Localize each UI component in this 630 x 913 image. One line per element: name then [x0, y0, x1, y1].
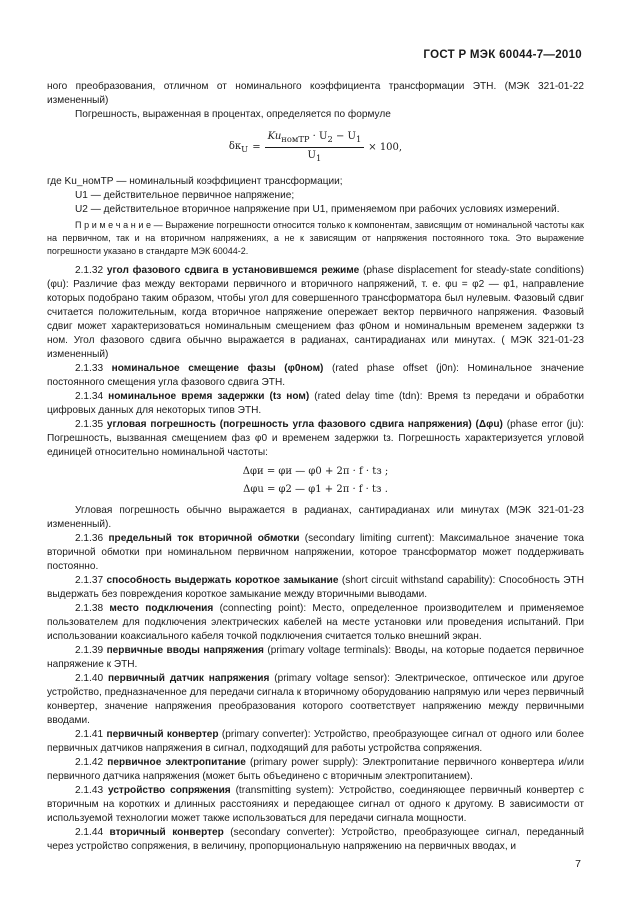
where-clause: где Ku_номТР — номинальный коэффициент трансформации; [47, 176, 343, 187]
term: первичный конвертер [106, 729, 219, 740]
formula-line-1: Δφи = φи — φ0 + 2π · f · tз ; [242, 466, 389, 477]
term: место подключения [109, 603, 214, 614]
section-2-1-43: 2.1.43 устройство сопряжения (transmitting system): Устройство, соединяющее первичный конвертер с вторичным на коротких и длинных расстояниях и передающее сигнал от одного к другому. В зависимости от используемой технологии может также использоваться для передачи сигнала мощности. [47, 785, 584, 824]
term: первичный датчик напряжения [107, 673, 270, 684]
formula-line-2: Δφu = φ2 — φ1 + 2π · f · tз . [243, 484, 388, 495]
section-2-1-32: 2.1.32 угол фазового сдвига в установившемся режиме (phase displacement for steady-state conditions) (φu): Различие фаз между векторами первичного и вторичного напряжений, т. е. φu = φ2 — φ1, направление которых подобрано таким образом, чтобы угол для совершенного трансформатора был нулевым. Фазовый сдвиг считается положительным, когда вторичное напряжение опережает вектор первичного напряжения. Фазовый сдвиг может характеризоваться номинальным смещением фаз φ0ном и номинальным временем задержки tз ном. Угол фазового сдвига обычно выражается в радианах, сантирадианах или минутах. ( МЭК 321-01-23 измененный) [47, 265, 584, 360]
section-2-1-34: 2.1.34 номинальное время задержки (tз ном) (rated delay time (tdn): Время tз передачи и обработки цифровых данных для некоторых типов ЭТН. [47, 391, 585, 416]
term: вторичный конвертер [109, 827, 224, 838]
formula-angle-error [47, 463, 584, 499]
term: угол фазового сдвига в установившемся режиме [106, 265, 360, 276]
section-2-1-35: 2.1.35 угловая погрешность (погрешность угла фазового сдвига напряжения) (Δφu) (phase error (ju): Погрешность, вызванная смещением фаз φ0 и временем задержки tз. Погрешность характеризуется угловой единицей относительно номинальной частоты: [47, 419, 584, 458]
paragraph-angle-units: Угловая погрешность обычно выражается в радианах, сантирадианах или минутах (МЭК 321-01-23 измененный). [47, 505, 584, 530]
term: номинальное смещение фазы (φ0ном) [111, 363, 324, 374]
section-2-1-36: 2.1.36 предельный ток вторичной обмотки (secondary limiting current): Максимальное значение тока вторичной обмотки при номинальном первичном напряжении, которое трансформатор может поддерживать постоянно. [47, 533, 584, 572]
term: первичное электропитание [107, 757, 246, 768]
document-header: ГОСТ Р МЭК 60044-7—2010 [423, 49, 582, 61]
section-2-1-39: 2.1.39 первичные вводы напряжения (primary voltage terminals): Вводы, на которые подается первичное напряжение к ЭТН. [47, 645, 584, 670]
section-2-1-41: 2.1.41 первичный конвертер (primary converter): Устройство, преобразующее сигнал от одного или более первичных датчиков напряжения в сигнал, подходящий для работы устройства сопряжения. [47, 729, 585, 754]
section-2-1-42: 2.1.42 первичное электропитание (primary power supply): Электропитание первичного конвертера и/или первичного датчика напряжения (может быть объединено с вторичным электропитанием). [47, 757, 584, 782]
note-text: П р и м е ч а н и е — Выражение погрешности относится только к компонентам, зависящим от номинальной частоты как на первичном, так и на вторичном напряжениях, а не к зависящим от напряжения постоянного тока. Это выражение погрешности указано в стандарте МЭК 60044-2. [47, 220, 584, 256]
term: предельный ток вторичной обмотки [108, 533, 300, 544]
term: угловая погрешность (погрешность угла фазового сдвига напряжения) (Δφu) [106, 419, 503, 430]
formula-error-percent: $\delta к_U$ = $\frac{Ku_{номТР} \cdot U_2 - U_1}{U_1}$ × 100, [228, 131, 403, 163]
where-u1: U1 — действительное первичное напряжение; [75, 190, 295, 201]
term: способность выдержать короткое замыкание [106, 575, 339, 586]
term: устройство сопряжения [107, 785, 231, 796]
paragraph-formula-intro: Погрешность, выраженная в процентах, определяется по формуле [75, 109, 391, 120]
section-2-1-44: 2.1.44 вторичный конвертер (secondary converter): Устройство, преобразующее сигнал, переданный через устройство сопряжения, в величину, пропорциональную напряжению на первичных вводах, и [47, 827, 584, 852]
term: первичные вводы напряжения [106, 645, 264, 656]
section-2-1-33: 2.1.33 номинальное смещение фазы (φ0ном) (rated phase offset (j0n): Номинальное значение постоянного смещения угла фазового сдвига ЭТН. [47, 363, 584, 388]
page-body [47, 80, 584, 854]
section-2-1-40: 2.1.40 первичный датчик напряжения (primary voltage sensor): Электрическое, оптическое или другое устройство, предназначенное для передачи сигнала к вторичному оборудованию напрямую или через первичный конвертер, значение напряжения преобразования которого соответствует напряжению между первичными вводами. [47, 673, 584, 726]
term: номинальное время задержки (tз ном) [108, 391, 310, 402]
section-2-1-38: 2.1.38 место подключения (connecting point): Место, определенное производителем и применяемое пользователем для подключения электрических кабелей на месте установки или проведения испытаний. При использовании коаксиального кабеля точкой подключения считается только внешний экран. [47, 603, 584, 642]
where-u2: U2 — действительное вторичное напряжение при U1, применяемом при рабочих условиях измерений. [75, 204, 560, 215]
section-2-1-37: 2.1.37 способность выдержать короткое замыкание (short circuit withstand capability): Способность ЭТН выдержать без повреждения короткое замыкание между вторичными выводами. [47, 575, 585, 600]
formula-lhs: δк [228, 140, 242, 152]
paragraph-continuation: ного преобразования, отличном от номинального коэффициента трансформации ЭТН. (МЭК 321-01-22 измененный) [47, 81, 584, 106]
page-number: 7 [575, 858, 581, 870]
